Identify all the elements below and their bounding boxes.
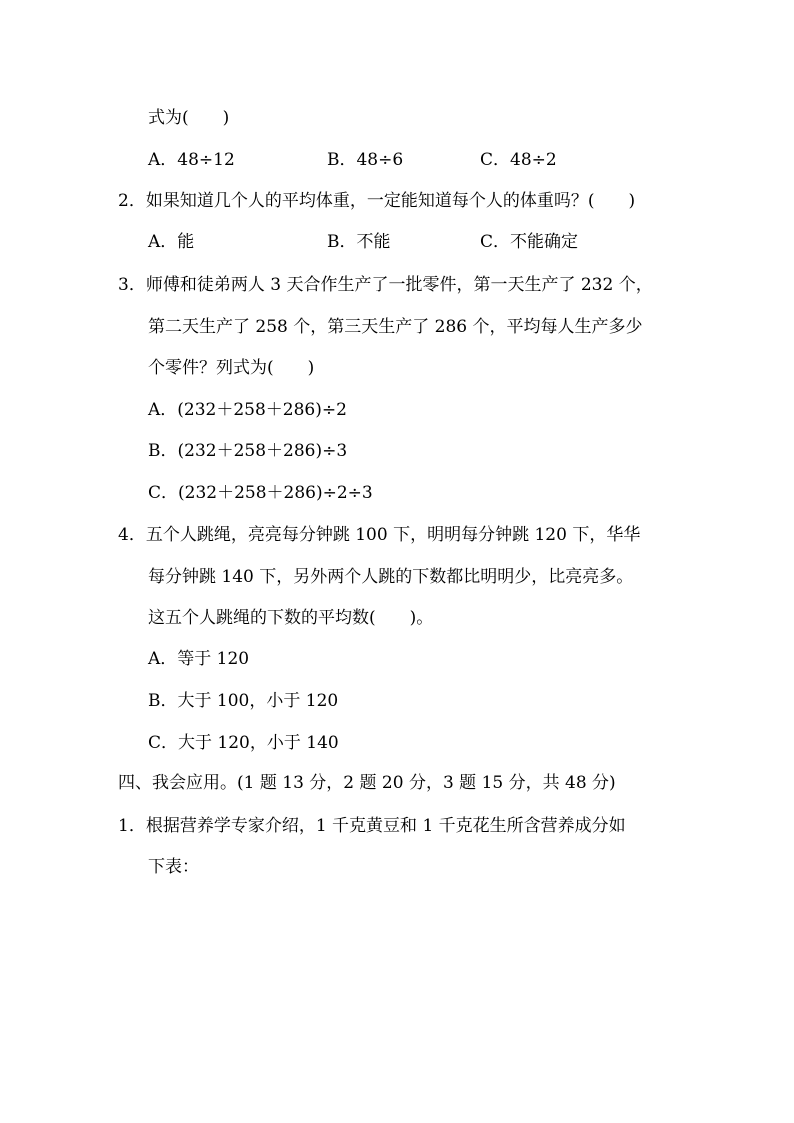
q3-stem-line2: 第二天生产了 258 个，第三天生产了 286 个，平均每人生产多少 xyxy=(148,317,643,337)
q4-option-b: B．大于 100，小于 120 xyxy=(148,691,339,711)
q4-stem-line2: 每分钟跳 140 下，另外两个人跳的下数都比明明少，比亮亮多。 xyxy=(148,567,634,587)
q3-option-a: A．(232＋258＋286)÷2 xyxy=(148,400,347,420)
q1-stem-tail: 式为( ) xyxy=(148,108,230,128)
q3-option-b: B．(232＋258＋286)÷3 xyxy=(148,441,348,461)
q2-option-a: A．能 xyxy=(148,232,195,252)
q1-option-b: B．48÷6 xyxy=(327,150,404,170)
q1-option-a: A．48÷12 xyxy=(148,150,235,170)
q2-stem: 2．如果知道几个人的平均体重，一定能知道每个人的体重吗？( ) xyxy=(118,191,636,211)
q4-option-a: A．等于 120 xyxy=(148,649,250,669)
q3-stem-line1: 3．师傅和徒弟两人 3 天合作生产了一批零件，第一天生产了 232 个， xyxy=(118,275,653,295)
q4-stem-line1: 4．五个人跳绳，亮亮每分钟跳 100 下，明明每分钟跳 120 下，华华 xyxy=(118,525,641,545)
q3-option-c: C．(232＋258＋286)÷2÷3 xyxy=(148,483,373,503)
q2-option-c: C．不能确定 xyxy=(480,232,579,252)
app1-stem-line1: 1．根据营养学专家介绍，1 千克黄豆和 1 千克花生所含营养成分如 xyxy=(118,816,626,836)
q1-option-c: C．48÷2 xyxy=(480,150,557,170)
q2-option-b: B．不能 xyxy=(327,232,391,252)
q3-stem-line3: 个零件？列式为( ) xyxy=(148,358,315,378)
q4-stem-line3: 这五个人跳绳的下数的平均数( )。 xyxy=(148,608,434,628)
section-4-heading: 四、我会应用。(1 题 13 分，2 题 20 分，3 题 15 分，共 48 分) xyxy=(118,773,616,793)
app1-stem-line2: 下表： xyxy=(148,857,199,877)
q4-option-c: C．大于 120，小于 140 xyxy=(148,733,339,753)
